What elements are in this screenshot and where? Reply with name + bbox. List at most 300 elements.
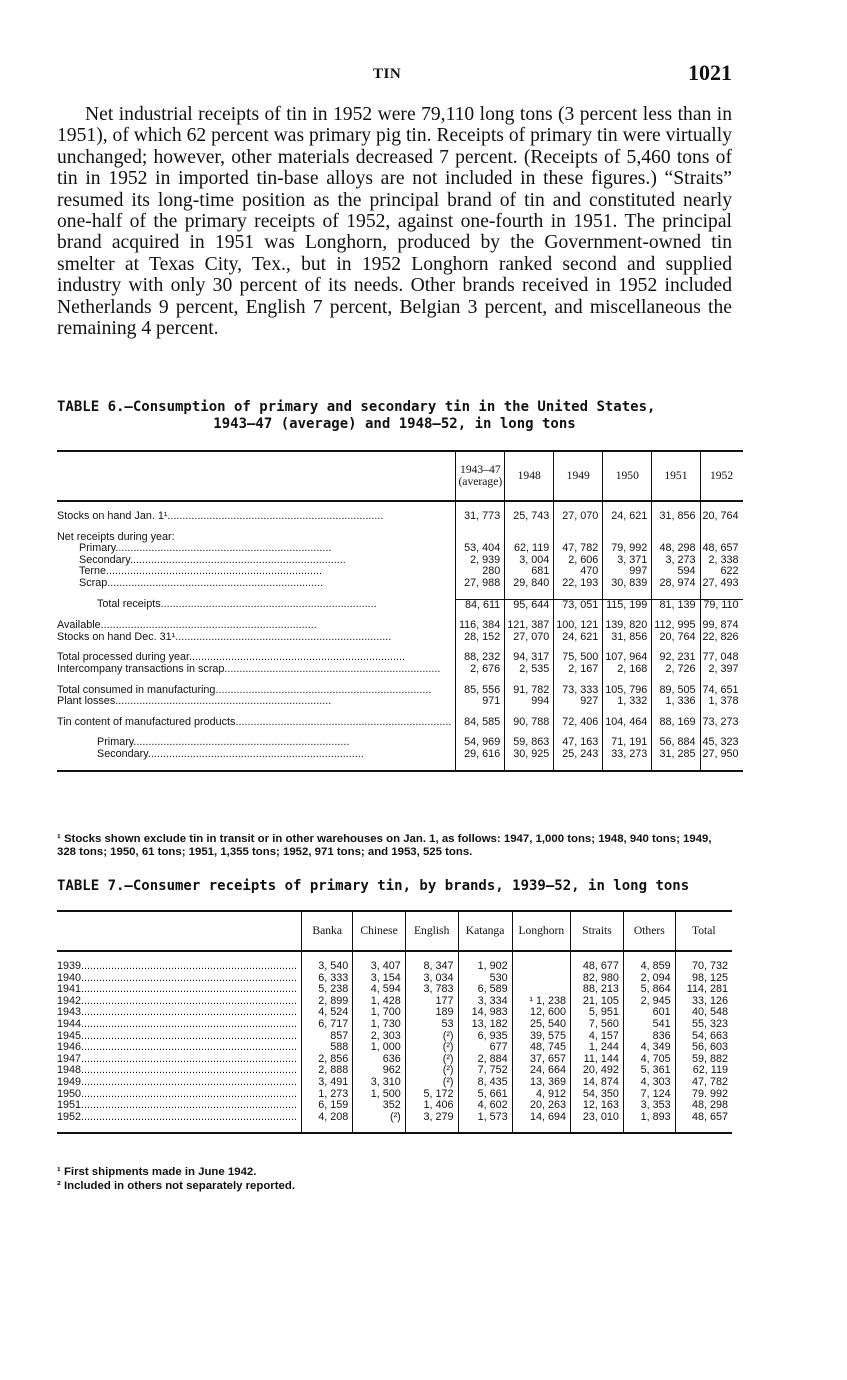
table6-cell: 27, 070 [554,511,603,523]
table6-row [57,599,743,611]
table6-cell: 3, 004 [505,555,554,567]
table7-cell: 1, 902 [458,961,512,973]
table6-row-label: Stocks on hand Dec. 31¹........................................................................ [57,631,392,643]
table6-cell: 85, 556 [456,685,505,697]
table7-row [57,1019,732,1031]
table7-cell: 55, 323 [675,1019,732,1031]
table7-row [57,1042,732,1054]
table6-cell: 1, 336 [652,696,700,708]
table7-cell: 20, 263 [512,1100,570,1112]
table7-cell [512,973,570,985]
table6-cell: 79, 110 [700,599,743,611]
table7-cell: 98, 125 [675,973,732,985]
table7-cell: 33, 126 [675,996,732,1008]
table7-cell: 82, 980 [571,973,624,985]
table6-cell: 91, 782 [505,685,554,697]
table7-cell: 1, 893 [623,1112,675,1124]
table7-footnote-1: ¹ First shipments made in June 1942. [57,1166,257,1178]
table6-cell: 27, 070 [505,632,554,644]
table7-cell: 59, 882 [675,1054,732,1066]
table7-cell: 3, 491 [302,1077,353,1089]
table6-caption-line1: TABLE 6.—Consumption of primary and secondary tin in the United States, [57,399,656,415]
table7-cell: 2, 303 [353,1031,405,1043]
table7-cell: 24, 664 [512,1065,570,1077]
table7-cell: 25, 540 [512,1019,570,1031]
table6-cell: 112, 995 [652,620,700,632]
table7-cell: (²) [405,1031,458,1043]
table7-cell: 1, 406 [405,1100,458,1112]
table6-row-label: Secondary........................................................................ [97,748,364,760]
table7-year: 1949........................................................................ [57,1076,297,1088]
table6-col-header: 1943–47 (average) [456,451,505,501]
table6-cell: 71, 191 [603,737,652,749]
table6-cell: 594 [652,566,700,578]
table6-row-label: Secondary........................................................................ [79,554,346,566]
table7-cell: 3, 154 [353,973,405,985]
table7-cell: 177 [405,996,458,1008]
table6-cell: 29, 840 [505,578,554,590]
table6-cell: 22, 193 [554,578,603,590]
table7-cell: 5, 172 [405,1089,458,1101]
table7-cell: 4, 524 [302,1007,353,1019]
table7-year: 1939........................................................................ [57,961,297,972]
table6-cell: 79, 992 [603,543,652,555]
table7-cell: 53 [405,1019,458,1031]
table7-cell: 530 [458,973,512,985]
spacer-cell [505,590,554,600]
table7-cell: (²) [405,1065,458,1077]
table6-row-label: Available........................................................................ [57,620,317,632]
table7-cell: (²) [405,1042,458,1054]
table6-cell: 53, 404 [456,543,505,555]
table7-cell: 8, 347 [405,961,458,973]
table7-cell: 3, 334 [458,996,512,1008]
spacer-cell [57,523,456,532]
table7-cell: 20, 492 [571,1065,624,1077]
table6-cell: 470 [554,566,603,578]
table6-cell: 95, 644 [505,599,554,611]
spacer-cell [57,611,456,620]
table6-row-label: Tin content of manufactured products........................................................................ [57,716,452,728]
table6-row-label: Terne........................................................................ [79,566,322,578]
spacer-cell [505,761,554,771]
spacer-cell [456,590,505,600]
table6-cell: 2, 167 [554,664,603,676]
table7-cell: 1, 244 [571,1042,624,1054]
table6-col-header: 1950 [603,451,652,501]
table6-cell: 74, 651 [700,685,743,697]
table7-cell: 836 [623,1031,675,1043]
spacer-cell [57,643,456,652]
table7-header-row [57,911,732,951]
table7-cell: 5, 864 [623,984,675,996]
table6-header-row [57,451,743,501]
table7-cell: 6, 159 [302,1100,353,1112]
table7-cell: 6, 589 [458,984,512,996]
table6-row-label: Total receipts........................................................................ [97,599,377,611]
table6-cell: 45, 323 [700,737,743,749]
table7-cell: 1, 573 [458,1112,512,1124]
table6-cell: 20, 764 [652,632,700,644]
spacer-cell [405,1123,458,1133]
table7-year: 1946........................................................................ [57,1042,297,1054]
table6-row-label: Primary........................................................................ [79,543,332,555]
table7-cell: 352 [353,1100,405,1112]
table6-cell: 84, 611 [456,599,505,611]
table6-row [57,696,743,708]
table7-cell: 636 [353,1054,405,1066]
table6-cell: 31, 856 [603,632,652,644]
table7-year: 1941........................................................................ [57,984,297,996]
table7-cell: 2, 094 [623,973,675,985]
table7-cell: 47, 782 [675,1077,732,1089]
table7-cell: 1, 000 [353,1042,405,1054]
table7-cell: 114, 281 [675,984,732,996]
table6-row-label: Plant losses........................................................................ [57,696,332,708]
table6-stub-header [57,451,456,501]
page-number: 1021 [688,60,732,85]
table6-cell: 33, 273 [603,749,652,761]
table6-cell: 2, 535 [505,664,554,676]
running-header [57,62,732,86]
spacer-cell [603,523,652,532]
table7-cell: 12, 163 [571,1100,624,1112]
table7-spacer [57,1123,732,1133]
table7-year: 1943........................................................................ [57,1007,297,1019]
table7-cell: 21, 105 [571,996,624,1008]
table7-cell: 3, 034 [405,973,458,985]
table7-row [57,1100,732,1112]
table6-footnote: ¹ Stocks shown exclude tin in transit or in other warehouses on Jan. 1, as follows: 1947, 1,000 tons; 1948, 940 tons; 1949, 328 tons; 1950, 61 tons; 1951, 1,355 tons; 1952, 971 tons; and 1953, 525 tons. [57,833,712,858]
table7-cell: 3, 353 [623,1100,675,1112]
table6-cell: 27, 988 [456,578,505,590]
table6-cell: 2, 338 [700,555,743,567]
table7-cell: 54, 663 [675,1031,732,1043]
table6-cell: 81, 139 [652,599,700,611]
spacer-cell [57,951,302,961]
running-title: TIN [373,66,402,82]
table7-cell: 70, 732 [675,961,732,973]
table7-cell: 7, 752 [458,1065,512,1077]
table7-cell: 5, 238 [302,984,353,996]
table6-cell: 22, 826 [700,632,743,644]
table6-spacer [57,761,743,771]
table6-row-label: Primary........................................................................ [97,737,350,749]
table7-year: 1952........................................................................ [57,1111,297,1123]
table7-cell: 13, 182 [458,1019,512,1031]
table6-cell: 994 [505,696,554,708]
table6-cell: 30, 839 [603,578,652,590]
spacer-cell [652,590,700,600]
table6-cell: 73, 333 [554,685,603,697]
table6-cell: 47, 163 [554,737,603,749]
table7-cell: 5, 361 [623,1065,675,1077]
table7-cell: 40, 548 [675,1007,732,1019]
table6-cell: 1, 378 [700,696,743,708]
table7-cell: 1, 700 [353,1007,405,1019]
table7-cell: 56, 603 [675,1042,732,1054]
table6-cell: 88, 169 [652,717,700,729]
table7-cell: 7, 124 [623,1089,675,1101]
table7-cell: 6, 717 [302,1019,353,1031]
table6-row-label: Net receipts during year: [57,531,175,543]
table7-col-header: Total [675,911,732,951]
table7-cell: 4, 705 [623,1054,675,1066]
table6-cell: 1, 332 [603,696,652,708]
table6-col-header: 1952 [700,451,743,501]
table6-cell: 280 [456,566,505,578]
spacer-cell [57,501,456,511]
table7-year: 1950........................................................................ [57,1088,297,1100]
table6-row-label: Stocks on hand Jan. 1¹........................................................................ [57,511,384,522]
table7-cell: 3, 310 [353,1077,405,1089]
table6-cell: 31, 285 [652,749,700,761]
table7-cell: 4, 602 [458,1100,512,1112]
table7-col-header: Chinese [353,911,405,951]
table7-row [57,961,732,973]
spacer-cell [603,761,652,771]
spacer-cell [554,761,603,771]
spacer-cell [512,1123,570,1133]
spacer-cell [57,708,456,717]
table6-cell: 89, 505 [652,685,700,697]
table6-cell: 997 [603,566,652,578]
table6-cell: 84, 585 [456,717,505,729]
table7-cell: (²) [405,1077,458,1089]
table7-cell: 62, 119 [675,1065,732,1077]
table6-col-header: 1949 [554,451,603,501]
table7-year: 1940........................................................................ [57,972,297,984]
table7-cell: 1, 428 [353,996,405,1008]
table7-cell: 541 [623,1019,675,1031]
table6-row-label: Total processed during year........................................................................ [57,652,406,664]
table7-col-header: Katanga [458,911,512,951]
table7-year: 1942........................................................................ [57,995,297,1007]
table6-cell: 31, 856 [652,511,700,523]
table6-row [57,664,743,676]
table7-cell: 962 [353,1065,405,1077]
table6-cell: 92, 231 [652,652,700,664]
table6-cell: 88, 232 [456,652,505,664]
table6-cell: 27, 950 [700,749,743,761]
table6-cell: 59, 863 [505,737,554,749]
table6-row-label: Total consumed in manufacturing........................................................................ [57,684,432,696]
table7-cell: 4, 157 [571,1031,624,1043]
table6-cell: 73, 051 [554,599,603,611]
table6-cell: 3, 273 [652,555,700,567]
table7-cell: 6, 935 [458,1031,512,1043]
table6-cell: 30, 925 [505,749,554,761]
table7-cell: 1, 273 [302,1089,353,1101]
table6-cell: 927 [554,696,603,708]
spacer-cell [554,590,603,600]
table6-row [57,578,743,590]
table6-cell: 622 [700,566,743,578]
table7-cell: (²) [405,1054,458,1066]
table6-row-label: Scrap........................................................................ [79,577,324,589]
table6-cell: 94, 317 [505,652,554,664]
table7-cell: 12, 600 [512,1007,570,1019]
spacer-cell [57,728,456,737]
table6 [57,450,743,772]
table6-cell: 27, 493 [700,578,743,590]
table6-cell: 105, 796 [603,685,652,697]
table6-cell: 2, 168 [603,664,652,676]
table6-cell: 75, 500 [554,652,603,664]
table6-cell: 2, 397 [700,664,743,676]
table7-cell: 189 [405,1007,458,1019]
table7-cell: 4, 859 [623,961,675,973]
table7-cell: 4, 349 [623,1042,675,1054]
table7-cell: 2, 888 [302,1065,353,1077]
table6-row-label: Intercompany transactions in scrap........................................................................ [57,663,441,675]
spacer-cell [603,590,652,600]
spacer-cell [652,523,700,532]
table7-cell: 1, 500 [353,1089,405,1101]
spacer-cell [458,1123,512,1133]
table7-cell: 39, 575 [512,1031,570,1043]
table7-cell: 857 [302,1031,353,1043]
table6-cell: 62, 119 [505,543,554,555]
body-paragraph: Net industrial receipts of tin in 1952 were 79,110 long tons (3 percent less than in 1951), of which 62 percent was primary pig tin. Receipts of primary tin were virtually unchanged; however, other materials decreased 7 percent. (Receipts of 5,460 tons of tin in 1952 in imported tin-base alloys are not included in these figures.) “Straits” resumed its long-time position as the principal brand of tin and constituted nearly one-half of the primary receipts of 1952, against one-fourth in 1951. The principal brand acquired in 1951 was Longhorn, produced by the Government-owned tin smelter at Texas City, Tex., but in 1952 Longhorn ranked second and supplied industry with only 30 percent of its needs. Other brands received in 1952 included Netherlands 9 percent, English 7 percent, Belgian 3 percent, and miscellaneous the remaining 4 percent. [57,104,732,340]
table6-cell: 28, 974 [652,578,700,590]
table6-cell: 48, 298 [652,543,700,555]
spacer-cell [353,1123,405,1133]
spacer-cell [57,761,456,771]
table6-row [57,717,743,729]
table7-cell: 48, 298 [675,1100,732,1112]
table7-year: 1951........................................................................ [57,1100,297,1112]
table6-cell: 3, 371 [603,555,652,567]
table7-year: 1948........................................................................ [57,1065,297,1077]
table7-cell: 37, 657 [512,1054,570,1066]
spacer-cell [512,951,570,961]
table6-cell: 107, 964 [603,652,652,664]
table7-cell: 2, 945 [623,996,675,1008]
table7-cell: 48, 677 [571,961,624,973]
table7-cell: 54, 350 [571,1089,624,1101]
table6-row [57,632,743,644]
table6-cell: 56, 884 [652,737,700,749]
table6-cell: 2, 726 [652,664,700,676]
table7-cell: 4, 303 [623,1077,675,1089]
table6-col-header: 1951 [652,451,700,501]
table7-col-header: Others [623,911,675,951]
table6-cell: 28, 152 [456,632,505,644]
spacer-cell [505,523,554,532]
table7-col-header: English [405,911,458,951]
table7-cell: (²) [353,1112,405,1124]
spacer-cell [57,1123,302,1133]
table6-cell: 72, 406 [554,717,603,729]
table7-cell: 8, 435 [458,1077,512,1089]
table7-cell: 1, 730 [353,1019,405,1031]
table6-cell: 100, 121 [554,620,603,632]
table7-cell: 11, 144 [571,1054,624,1066]
spacer-cell [554,523,603,532]
table7-cell: ¹ 1, 238 [512,996,570,1008]
spacer-cell [57,590,456,600]
table6-row [57,620,743,632]
table7-year: 1945........................................................................ [57,1030,297,1042]
spacer-cell [675,1123,732,1133]
spacer-cell [456,523,505,532]
table7-cell: 3, 783 [405,984,458,996]
table7-cell: 5, 661 [458,1089,512,1101]
table6-cell: 90, 788 [505,717,554,729]
spacer-cell [700,523,743,532]
spacer-cell [652,761,700,771]
table6-cell: 73, 273 [700,717,743,729]
table6-cell: 24, 621 [554,632,603,644]
table7-cell: 588 [302,1042,353,1054]
table7-col-header: Banka [302,911,353,951]
table6-caption [57,399,732,433]
table7-cell: 4, 912 [512,1089,570,1101]
table7-cell: 3, 540 [302,961,353,973]
table6-cell: 99, 874 [700,620,743,632]
table6-cell: 54, 969 [456,737,505,749]
table6-cell: 48, 657 [700,543,743,555]
table7-year: 1944........................................................................ [57,1018,297,1030]
table7-cell: 2, 856 [302,1054,353,1066]
table6-cell: 2, 606 [554,555,603,567]
table7-cell: 2, 899 [302,996,353,1008]
table7-cell: 14, 694 [512,1112,570,1124]
table7-cell: 601 [623,1007,675,1019]
table6-row [57,511,743,523]
table7-stub-header [57,911,302,951]
table7-footnote-2: ² Included in others not separately reported. [57,1180,295,1192]
table7-col-header: Longhorn [512,911,570,951]
spacer-cell [571,1123,624,1133]
table6-cell: 115, 199 [603,599,652,611]
table7-cell: 3, 407 [353,961,405,973]
table6-cell: 29, 616 [456,749,505,761]
table6-col-header: 1948 [505,451,554,501]
table6-cell: 24, 621 [603,511,652,523]
spacer-cell [57,676,456,685]
table7-cell: 2, 884 [458,1054,512,1066]
table7-col-header: Straits [571,911,624,951]
table7-row [57,1112,732,1124]
table7-cell: 79. 992 [675,1089,732,1101]
table7-cell: 3, 279 [405,1112,458,1124]
table6-cell: 116, 384 [456,620,505,632]
table6-row [57,749,743,761]
table6-cell: 681 [505,566,554,578]
spacer-cell [700,590,743,600]
table7-cell: 4, 208 [302,1112,353,1124]
table7-cell: 23, 010 [571,1112,624,1124]
table6-spacer [57,590,743,600]
table6-cell: 47, 782 [554,543,603,555]
spacer-cell [302,1123,353,1133]
table7-cell: 48, 657 [675,1112,732,1124]
table6-cell: 2, 676 [456,664,505,676]
spacer-cell [456,761,505,771]
table6-spacer [57,523,743,532]
table7-year: 1947........................................................................ [57,1053,297,1065]
spacer-cell [700,761,743,771]
table7-row [57,1077,732,1089]
table7-caption: TABLE 7.—Consumer receipts of primary tin, by brands, 1939–52, in long tons [57,878,690,894]
table6-cell: 971 [456,696,505,708]
table6-cell: 25, 743 [505,511,554,523]
table6-cell: 20, 764 [700,511,743,523]
table7 [57,910,732,1134]
table6-cell: 121, 387 [505,620,554,632]
